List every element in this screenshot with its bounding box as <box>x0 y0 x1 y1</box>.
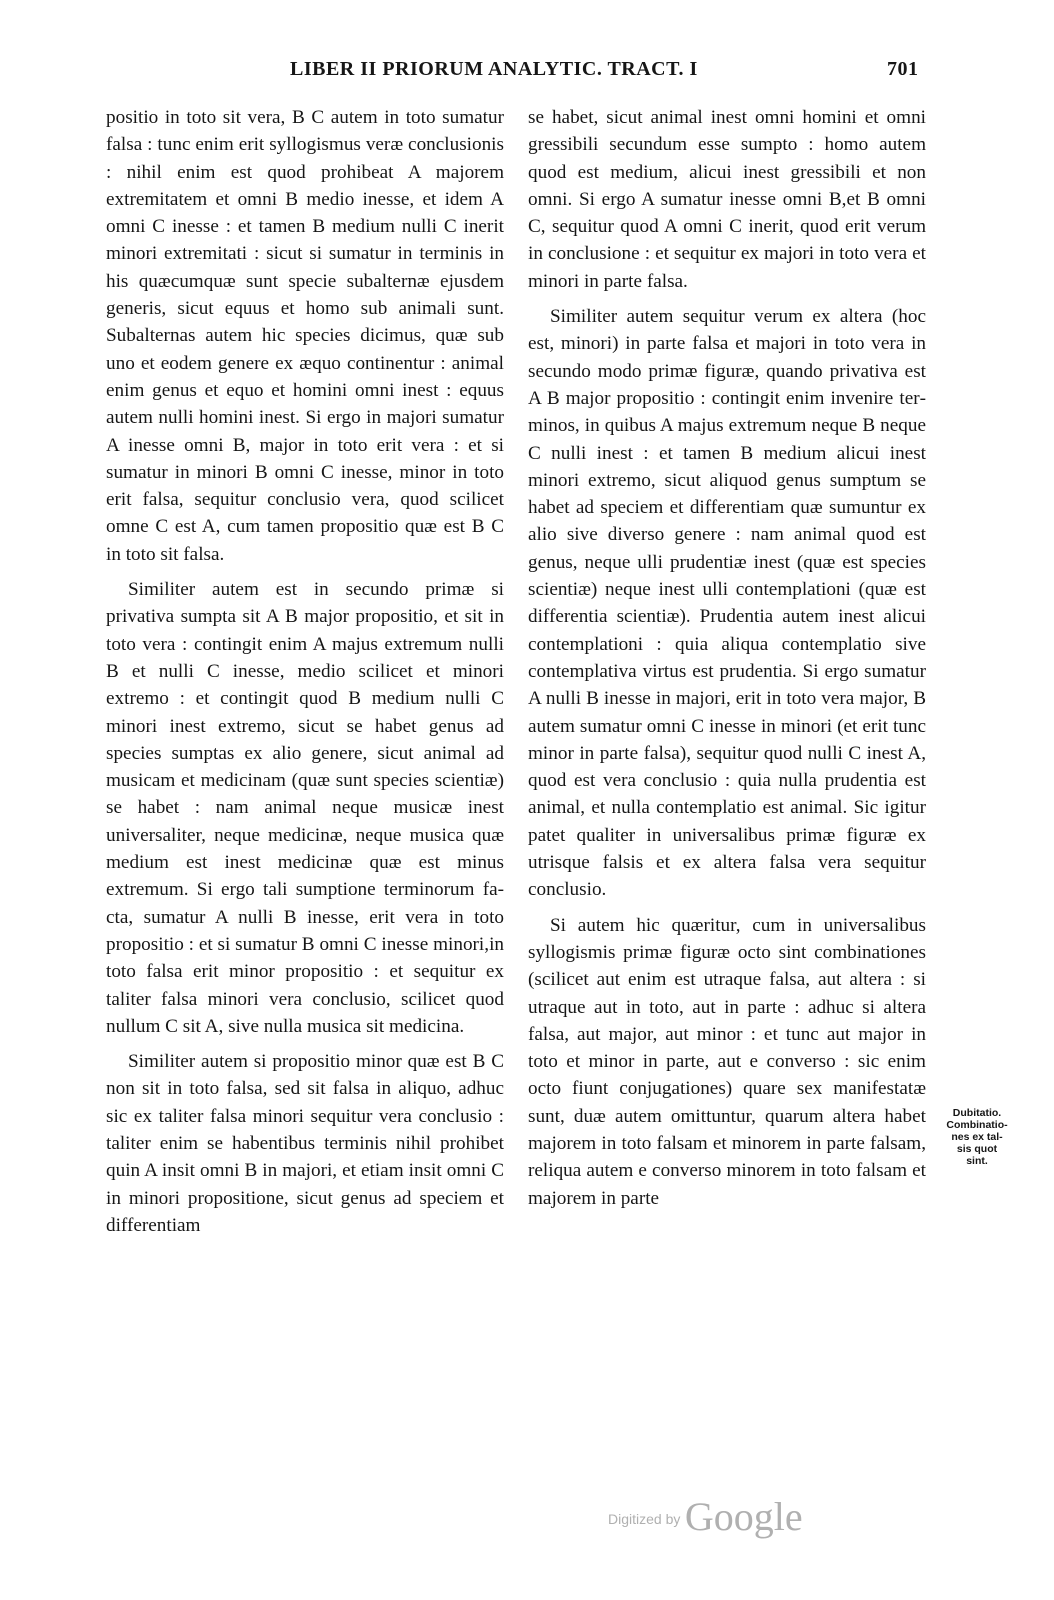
paragraph: se habet, sicut animal inest omni homini et omni gressibili secundum esse sumpto : homo autem quod est medium, alicui inest gressibili et non omni. Si ergo A sumatur inesse omni B,et B omni C, sequitur quod A omni C inerit, quod erit verum in conclusione : et sequitur ex majori in toto vera et minori in parte falsa. <box>528 107 926 292</box>
right-column <box>528 104 926 1220</box>
margin-note-line: Dubitatio. <box>952 1107 1002 1119</box>
margin-note-line: sis quot <box>956 1143 998 1155</box>
watermark-prefix: Digitized by <box>608 1511 681 1527</box>
paragraph: Similiter autem si propositio minor quæ est B C non sit in toto falsa, sed sit falsa in aliquo, adhuc sic ex taliter falsa minori sequitur vera conclusio : taliter enim se habentibus terminis nihil prohibet quin A insit omni B in majori, et etiam insit omni C in minori propositione, sicut genus ad speciem et differentiam <box>106 1051 504 1236</box>
page-number: 701 <box>887 58 919 80</box>
margin-note <box>937 1107 1017 1167</box>
paragraph: Similiter autem est in secundo primæ si privativa sumpta sit A B major propositio, et sit in toto vera : contingit enim A majus extremum nulli B et nulli C inesse, medio scilicet et minori extremo : et contingit quod B medium nulli C minori inest extremo, sicut se habet genus ad species sumptas ex alio genere, sicut animal ad musicam et medicinam (quæ sunt species scientiæ) se habet : nam animal neque musicæ inest universaliter, neque medicinæ, neque musica quæ medium est inest medicinæ quæ est minus extremum. Si ergo tali sumptione terminorum facta, sumatur A nulli B inesse, erit vera in toto propositio : et si sumatur B omni C inesse minori,in toto falsa erit minor propositio : et sequitur ex taliter falsa minori vera conclusio, scilicet quod nullum C sit A, sive nulla musica sit medicina. <box>106 579 504 1037</box>
margin-note-line: Combinatio- <box>946 1119 1008 1131</box>
margin-note-line: sint. <box>966 1155 988 1167</box>
paragraph: positio in toto sit vera, B C autem in toto sumatur falsa : tunc enim erit syllogismus veræ conclusionis : nihil enim est quod prohibeat A majorem extremitatem et omni B medio inesse, et idem A omni C inesse : et tamen B medium nulli C inerit minori extremitati : sicut si sumatur in terminis in his quæcumquæ sunt specie subalternæ ejusdem generis, sicut equus et homo sub animali sunt. Subalternas autem hic species dicimus, quæ sub uno et eodem genere ex æquo continentur : animal enim genus et equo et homini omni inest : equus autem nulli homini inest. Si ergo in majori sumatur A inesse omni B, major in toto erit vera : et si sumatur in minori B omni C inesse, minor in toto erit falsa, sequitur conclusio vera, quod scilicet omne C est A, cum tamen propositio quæ est B C in toto sit falsa. <box>106 107 504 565</box>
google-logo: Google <box>684 1494 803 1539</box>
margin-note-line: nes ex tal- <box>951 1131 1003 1143</box>
paragraph: Similiter autem sequitur verum ex altera (hoc est, minori) in parte falsa et majori in toto vera in secundo modo primæ figuræ, quando privativa est A B major propositio : contingit enim invenire terminos, in quibus A majus extremum neque B neque C nulli inest : et tamen B medium alicui inest minori extremo, sicut aliquod genus sumptum se habet ad speciem et differentiam quæ sumuntur ex alio sive diverso genere : nam animal quod est genus, neque ulli prudentiæ inest (quæ est species scientiæ) neque inest ulli contemplationi (quæ est differentia scientiæ). Prudentia autem inest alicui contemplationi : quia aliqua contemplatio sive contemplativa virtus est prudentia. Si ergo sumatur A nulli B inesse in majori, erit in toto vera major, B autem sumatur omni C inesse in minori (et erit tunc minor in parte falsa), sequitur quod nulli C inest A, quod est vera conclusio : quia nulla prudentia est animal, et nulla contemplatio est animal. Sic igitur patet qualiter in universalibus primæ figuræ ex utrisque falsis et ex altera falsa vera sequitur conclusio. <box>528 306 926 901</box>
digitization-watermark <box>608 1493 803 1540</box>
left-column <box>106 104 504 1247</box>
running-head <box>0 58 1054 88</box>
paragraph: Si autem hic quæritur, cum in universalibus syllogismis primæ figuræ octo sint combinationes (scilicet aut enim est utraque falsa, aut altera : si utraque aut in toto, aut in parte : adhuc si altera falsa, aut major, aut minor : et tunc aut major in toto et minor in parte, aut e converso : sic enim octo fiunt conjugationes) quare sex manifestatæ sunt, duæ autem omittuntur, quarum altera habet majorem in toto falsam et minorem in parte falsam, reliqua autem e converso minorem in toto falsam et majorem in parte <box>528 914 926 1209</box>
running-title: LIBER II PRIORUM ANALYTIC. TRACT. I <box>290 58 698 80</box>
